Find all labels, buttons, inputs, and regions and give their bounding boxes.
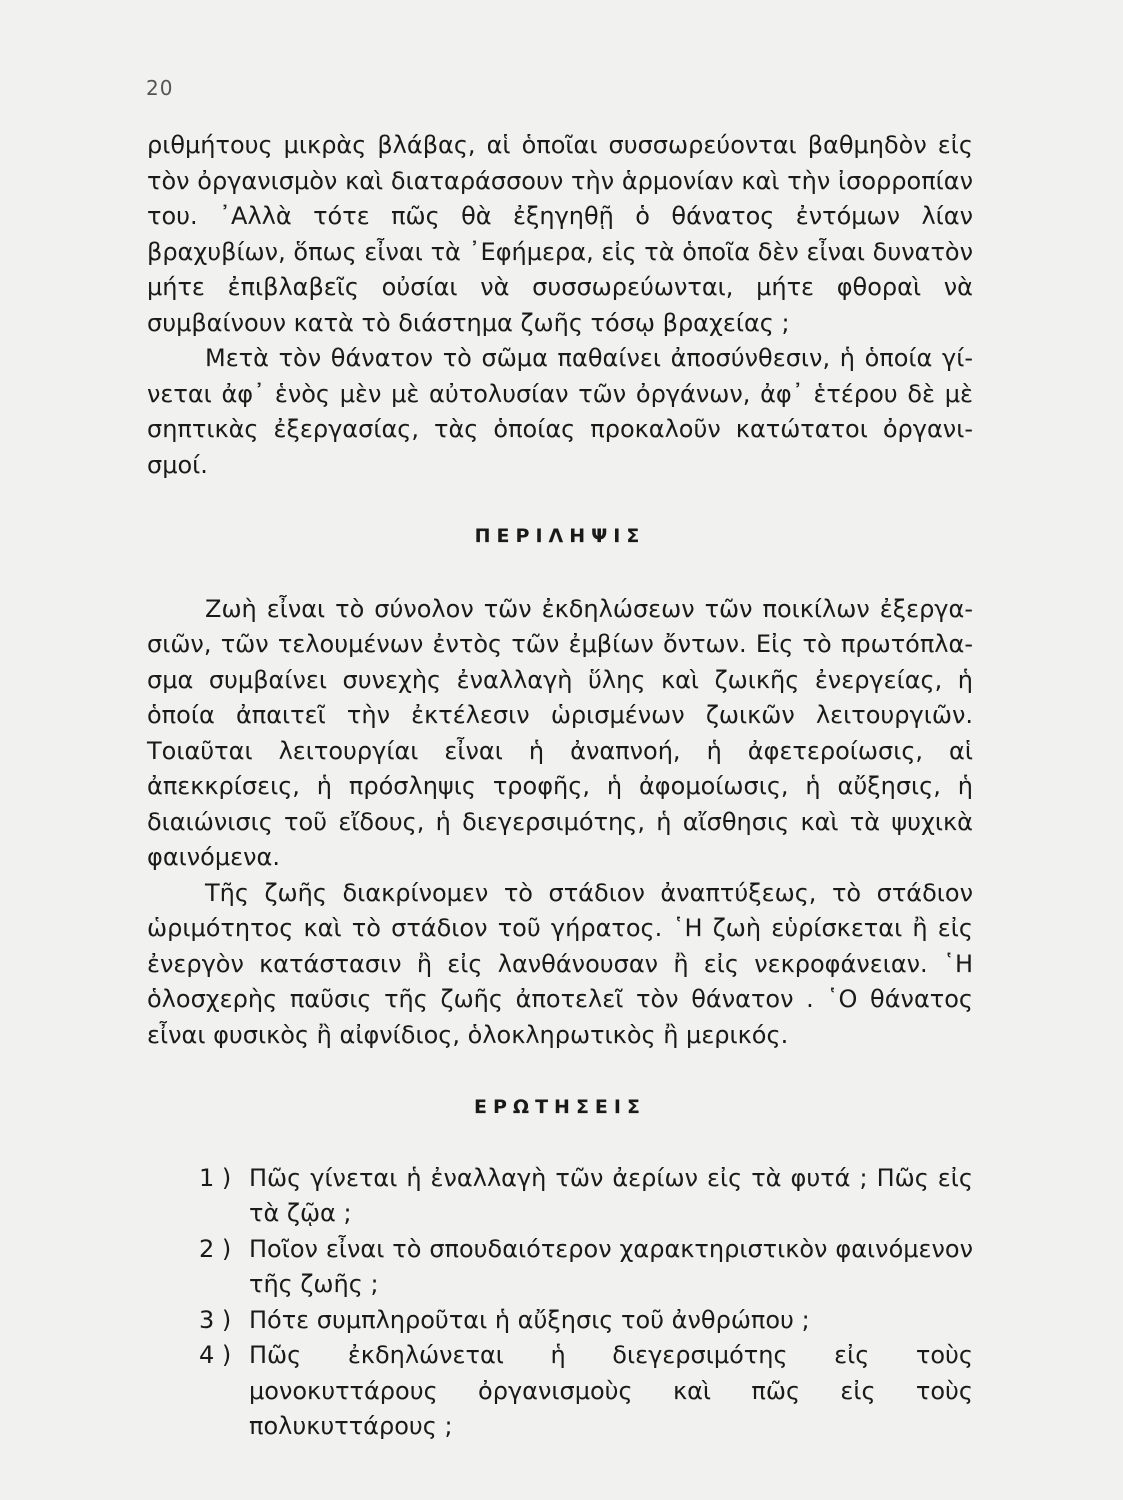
question-item — [199, 1161, 973, 1232]
page-text — [147, 128, 973, 1445]
question-number: 1 ) — [199, 1163, 232, 1192]
questions-heading: ΕΡΩΤΗΣΕΙΣ — [474, 1096, 646, 1118]
summary-paragraph-2: Τῆς ζωῆς διακρίνομεν τὸ στάδιον ἀναπτύξεως, τὸ στάδιον ὡριμότητος καὶ τὸ στάδιον τοῦ γήρατος. ῾Η ζωὴ εὑρίσκεται ἢ εἰς ἐνεργὸν κατάστασιν ἢ εἰς λανθάνουσαν ἢ εἰς νεκροφάνειαν. ῾Η ὁλοσχερὴς παῦσις τῆς ζωῆς ἀποτελεῖ τὸν θάνατον . ῾Ο θάνατος εἶναι φυσικὸς ἢ αἰφνίδιος, ὁλοκληρωτικὸς ἢ μερικός. — [147, 878, 973, 1049]
question-number: 3 ) — [199, 1305, 232, 1334]
question-text: Ποῖον εἶναι τὸ σπουδαιότερον χαρακτηριστικὸν φαινόμενον τῆς ζωῆς ; — [249, 1234, 973, 1298]
body-paragraph-1: ριθμήτους μικρὰς βλάβας, αἱ ὁποῖαι συσσωρεύονται βαθμηδὸν εἰς τὸν ὀργανισμὸν καὶ διαταράσσουν τὴν ἁρμονίαν καὶ τὴν ἰσορροπίαν του. ᾿Αλλὰ τότε πῶς θὰ ἐξηγηθῇ ὁ θάνατος ἐντόμων λίαν βραχυβίων, ὅπως εἶναι τὰ ᾿Εφήμερα, εἰς τὰ ὁποῖα δὲν εἶναι δυνατὸν μήτε ἐπιβλαβεῖς οὐσίαι νὰ συσσωρεύωνται, μήτε φθοραὶ νὰ συμβαίνουν κατὰ τὸ διάστημα ζωῆς τόσῳ βραχείας ; — [147, 131, 973, 337]
question-item — [199, 1232, 973, 1303]
question-number: 2 ) — [199, 1234, 232, 1263]
question-item — [199, 1303, 973, 1339]
question-item — [199, 1338, 973, 1445]
questions-list — [199, 1161, 973, 1445]
question-text: Πῶς ἐκδηλώνεται ἡ διεγερσιμότης εἰς τοὺς μονοκυττάρους ὀργανισμοὺς καὶ πῶς εἰς τοὺς πολυκυττάρους ; — [249, 1341, 973, 1440]
question-number: 4 ) — [199, 1341, 232, 1369]
question-text: Πότε συμπληροῦται ἡ αὔξησις τοῦ ἀνθρώπου ; — [249, 1305, 810, 1334]
page-number: 20 — [146, 76, 174, 100]
summary-paragraph-1: Ζωὴ εἶναι τὸ σύνολον τῶν ἐκδηλώσεων τῶν ποικίλων ἐξεργασιῶν, τῶν τελουμένων ἐντὸς τῶν ἐμβίων ὄντων. Εἰς τὸ πρωτόπλασμα συμβαίνει συνεχὴς ἐναλλαγὴ ὕλης καὶ ζωικῆς ἐνεργείας, ἡ ὁποία ἀπαιτεῖ τὴν ἐκτέλεσιν ὡρισμένων ζωικῶν λειτουργιῶν. Τοιαῦται λειτουργίαι εἶναι ἡ ἀναπνοή, ἡ ἀφετεροίωσις, αἱ ἀπεκκρίσεις, ἡ πρόσληψις τροφῆς, ἡ ἀφομοίωσις, ἡ αὔξησις, ἡ διαιώνισις τοῦ εἴδους, ἡ διεγερσιμότης, ἡ αἴσθησις καὶ τὰ ψυχικὰ φαινόμενα. — [147, 594, 973, 871]
summary-heading: ΠΕΡΙΛΗΨΙΣ — [474, 525, 646, 547]
body-paragraph-2: Μετὰ τὸν θάνατον τὸ σῶμα παθαίνει ἀποσύνθεσιν, ἡ ὁποία γίνεται ἀφ᾿ ἑνὸς μὲν μὲ αὐτολυσίαν τῶν ὀργάνων, ἀφ᾿ ἑτέρου δὲ μὲ σηπτικὰς ἐξεργασίας, τὰς ὁποίας προκαλοῦν κατώτατοι ὀργανισμοί. — [147, 344, 973, 479]
question-text: Πῶς γίνεται ἡ ἐναλλαγὴ τῶν ἀερίων εἰς τὰ φυτά ; Πῶς εἰς τὰ ζῷα ; — [249, 1163, 973, 1227]
